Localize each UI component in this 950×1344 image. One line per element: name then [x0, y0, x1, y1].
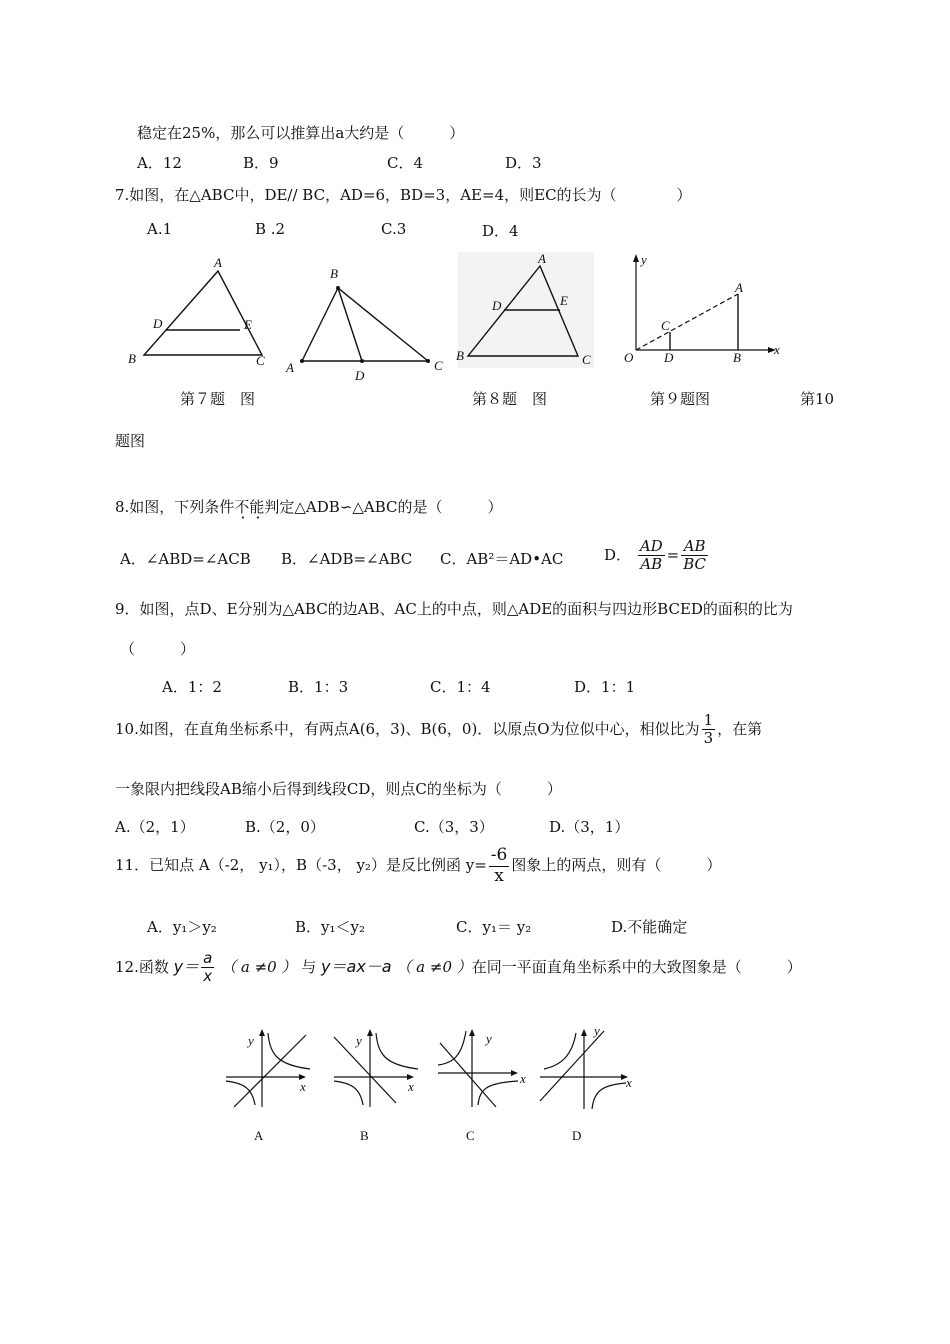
q10-stem-pre: 10.如图，在直角坐标系中，有两点A(6，3)、B(6，0)．以原点O为位似中心，相似比为	[115, 719, 700, 738]
q10-ratio-fraction: $\frac{1}{3}$	[703, 711, 714, 748]
caption-fig10-a: 第10	[800, 390, 835, 408]
figure-8	[282, 262, 452, 382]
q12-graph-b-y-label: y	[356, 1033, 362, 1048]
q10-stem-line2: 一象限内把线段AB缩小后得到线段CD，则点C的坐标为（ ）	[115, 780, 562, 798]
fig10-label-b: B	[733, 350, 741, 365]
q12-and: 与	[301, 957, 317, 976]
fig9-label-e: E	[560, 293, 568, 308]
fig8-label-c: C	[434, 358, 443, 373]
q6-option-b: B．9	[243, 154, 279, 172]
fig9-label-b: B	[456, 348, 464, 363]
fig10-label-c: C	[661, 318, 670, 333]
q12-function-1-fraction: $\frac{a}{x}$	[203, 949, 213, 986]
q12-graph-d-label: D	[572, 1128, 582, 1143]
fig9-label-d: D	[492, 298, 502, 313]
q6-option-d: D．3	[505, 154, 542, 172]
q12-graph-d-y-label: y	[594, 1023, 600, 1038]
q12-graph-a	[222, 1025, 318, 1111]
q8-option-c: C．AB²＝AD•AC	[440, 550, 564, 568]
q12-graph-b	[330, 1025, 426, 1111]
q8-option-a: A．∠ABD=∠ACB	[120, 550, 251, 568]
q10-option-b: B.（2，0）	[245, 818, 325, 836]
fig9-label-c: C	[582, 352, 591, 367]
q12-graph-a-x-label: x	[300, 1079, 306, 1094]
q11-stem-pre: 11．已知点 A（-2， y₁），B（-3， y₂）是反比例函 y=	[115, 856, 487, 875]
fig8-label-d: D	[355, 368, 365, 383]
fig7-label-b: B	[128, 351, 136, 366]
q8-fraction-ab-bc: $\frac{AB}{BC}$	[683, 537, 707, 574]
q9-option-d: D．1：1	[574, 678, 636, 696]
fig10-label-y: y	[641, 252, 647, 267]
q6-option-a: A．12	[137, 154, 182, 172]
q10-option-c: C.（3，3）	[414, 818, 494, 836]
q7-option-b: B .2	[255, 220, 286, 238]
q7-option-a: A.1	[147, 220, 173, 238]
q12-graph-c	[434, 1025, 530, 1111]
q12-function-2: y＝ax－a	[321, 956, 392, 976]
q12-function-1-lhs: y＝	[173, 956, 200, 976]
q7-option-c: C.3	[381, 220, 407, 238]
fig7-label-c: C	[256, 353, 265, 368]
q11-function-fraction: $\frac{-6}{x}$	[490, 845, 508, 886]
q9-option-a: A．1：2	[162, 678, 222, 696]
q10-stem-post: ，在第	[717, 719, 763, 738]
fig9-label-a: A	[538, 251, 546, 266]
q9-paren: （ ）	[120, 640, 196, 658]
q12-graph-c-x-label: x	[520, 1071, 526, 1086]
q7-option-d: D．4	[482, 222, 519, 240]
q10-option-d: D.（3，1）	[549, 818, 630, 836]
q8-emphasis-2: 能	[249, 498, 265, 516]
q12-graph-a-label: A	[254, 1128, 264, 1143]
q8-stem-pre: 8.如图，下列条件	[115, 498, 235, 516]
q8-stem	[115, 496, 502, 517]
caption-fig9: 第９题图	[650, 390, 711, 408]
q11-stem-post: 图象上的两点，则有（ ）	[511, 856, 722, 875]
q8-fraction-ad-ab: $\frac{AD}{AB}$	[639, 537, 663, 574]
q12-graph-a-y-label: y	[248, 1033, 254, 1048]
fig10-label-o: O	[624, 350, 634, 365]
q10-stem	[115, 712, 762, 748]
q12-graph-c-label: C	[466, 1128, 475, 1143]
q8-stem-post: 判定△ADB∽△ABC的是（ ）	[264, 498, 503, 516]
fig7-label-a: A	[214, 255, 222, 270]
fig7-label-e: E	[244, 317, 252, 332]
fig10-label-d: D	[664, 350, 674, 365]
q12-condition-2: （ a ≠0 ）	[396, 957, 472, 976]
q11-stem	[115, 846, 721, 886]
fig8-label-a: A	[286, 360, 294, 375]
caption-fig8: 第８题 图	[472, 390, 548, 408]
q8-emphasis-1: 不	[234, 498, 250, 516]
q11-option-a: A．y₁＞y₂	[147, 918, 217, 936]
q12-graph-c-y-label: y	[486, 1031, 492, 1046]
figure-9	[452, 252, 600, 372]
q10-option-a: A.（2，1）	[115, 818, 195, 836]
q6-text: 稳定在25%，那么可以推算出a大约是（ ）	[137, 124, 465, 142]
q12-stem-pre: 12.函数	[115, 957, 169, 976]
caption-fig7: 第７题 图	[180, 390, 256, 408]
fig10-label-a: A	[735, 280, 743, 295]
q11-option-d: D.不能确定	[611, 918, 688, 936]
q11-option-b: B．y₁＜y₂	[295, 918, 365, 936]
fig10-label-x: x	[774, 342, 780, 357]
fig7-label-d: D	[153, 316, 163, 331]
q12-stem	[115, 950, 802, 986]
fig8-label-b: B	[330, 266, 338, 281]
figure-10	[618, 252, 786, 372]
q12-graph-d	[536, 1025, 636, 1111]
q9-option-c: C．1：4	[430, 678, 491, 696]
q8-option-b: B．∠ADB=∠ABC	[281, 550, 413, 568]
q11-option-c: C．y₁＝ y₂	[456, 918, 532, 936]
q9-option-b: B．1：3	[288, 678, 349, 696]
q12-graph-b-x-label: x	[408, 1079, 414, 1094]
q12-graph-d-x-label: x	[626, 1075, 632, 1090]
q12-stem-post: 在同一平面直角坐标系中的大致图象是（ ）	[471, 957, 802, 976]
q8-option-d: D． $\frac{AD}{AB}$ = $\frac{AB}{BC}$	[604, 537, 707, 574]
caption-fig10-b: 题图	[115, 432, 146, 450]
q9-stem: 9．如图，点D、E分别为△ABC的边AB、AC上的中点，则△ADE的面积与四边形BCED的面积的比为	[115, 600, 793, 618]
q7-stem: 7.如图，在△ABC中，DE// BC，AD=6，BD=3，AE=4，则EC的长为（ ）	[115, 186, 692, 204]
q6-option-c: C．4	[387, 154, 424, 172]
q8-option-d-label: D．	[604, 545, 632, 564]
q12-condition-1: （ a ≠0 ）	[221, 957, 297, 976]
q12-graph-b-label: B	[360, 1128, 369, 1143]
figure-7	[120, 255, 280, 375]
